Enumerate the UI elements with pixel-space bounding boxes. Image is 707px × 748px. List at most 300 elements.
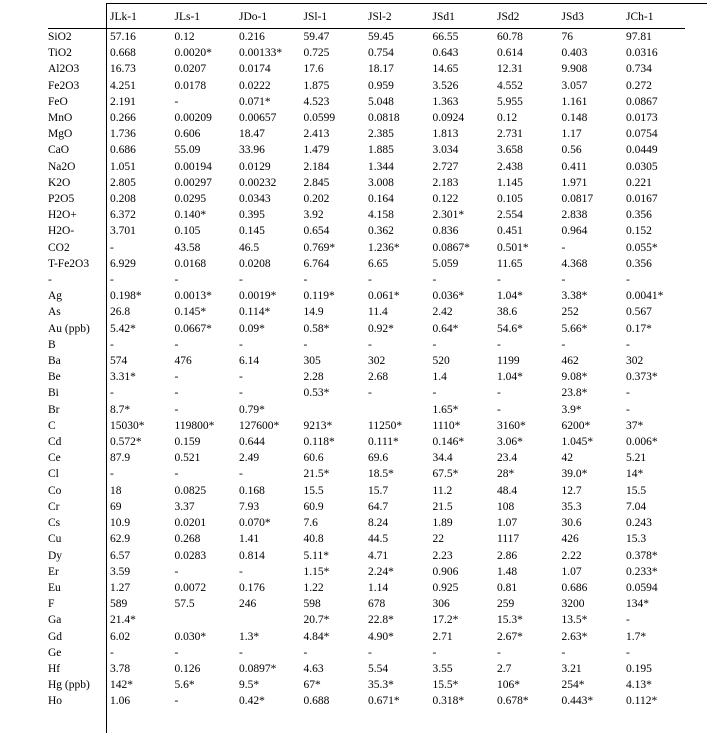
table-cell: 0.668 xyxy=(110,47,136,60)
table-cell: - xyxy=(174,274,179,287)
table-cell: 55.09 xyxy=(174,144,201,157)
table-row xyxy=(0,353,707,369)
column-header: JSd2 xyxy=(497,10,520,23)
table-cell: 0.145* xyxy=(174,306,207,319)
table-cell: 0.64* xyxy=(432,322,459,335)
table-cell: - xyxy=(174,468,179,481)
table-cell: - xyxy=(626,274,630,287)
table-cell: 5.21 xyxy=(626,452,647,465)
table-cell: 0.451 xyxy=(497,225,523,238)
table-cell: 1.045* xyxy=(561,436,594,449)
table-cell: 15.5* xyxy=(432,679,459,692)
table-cell: 0.105 xyxy=(497,193,523,206)
table-cell: 5.66* xyxy=(561,322,588,335)
table-cell: 0.12 xyxy=(174,31,195,43)
table-cell: 2.22 xyxy=(561,549,582,562)
row-label: Hf xyxy=(48,662,61,675)
table-cell: - xyxy=(432,338,437,351)
table-row xyxy=(0,629,707,645)
table-row xyxy=(0,677,707,693)
table-cell: 254* xyxy=(561,679,585,692)
row-label: Ge xyxy=(48,646,62,659)
table-cell: 0.0129 xyxy=(239,160,271,173)
table-cell: 4.13* xyxy=(626,679,652,692)
table-cell: 3.21 xyxy=(561,662,582,675)
table-row xyxy=(0,29,707,45)
table-cell: 1.813 xyxy=(432,128,459,141)
row-label: Al2O3 xyxy=(48,63,80,76)
table-row xyxy=(0,142,707,158)
table-row xyxy=(0,596,707,612)
table-cell: 305 xyxy=(303,355,321,368)
table-cell: 589 xyxy=(110,598,128,611)
table-cell: 0.159 xyxy=(174,436,201,449)
table-cell: 15.5 xyxy=(303,484,324,497)
table-cell: 0.0013* xyxy=(174,290,212,303)
table-cell: 4.90* xyxy=(368,630,394,643)
table-cell: 0.00194 xyxy=(174,160,212,173)
table-row xyxy=(0,256,707,272)
table-cell: - xyxy=(110,274,114,287)
table-cell: 0.0667* xyxy=(174,322,212,335)
table-cell: 0.221 xyxy=(626,176,652,189)
table-cell: 2.49 xyxy=(239,452,260,465)
table-cell: 1.363 xyxy=(432,95,459,108)
table-cell: 59.45 xyxy=(368,31,394,43)
table-cell: 106* xyxy=(497,679,520,692)
table-row xyxy=(0,61,707,77)
table-cell: 0.501* xyxy=(497,241,529,254)
row-label: Br xyxy=(48,403,60,416)
table-cell: - xyxy=(174,565,179,578)
table-cell: - xyxy=(432,387,437,400)
table-cell: 2.838 xyxy=(561,209,588,222)
table-cell: 3.31* xyxy=(110,371,136,384)
table-cell: 3.37 xyxy=(174,500,195,513)
table-cell: 21.5 xyxy=(432,500,453,513)
table-cell: 3.034 xyxy=(432,144,459,157)
table-cell: 0.53* xyxy=(303,387,330,400)
table-cell: 7.93 xyxy=(239,500,260,513)
table-cell: 67.5* xyxy=(432,468,459,481)
table-cell: 0.0174 xyxy=(239,63,271,76)
table-cell: - xyxy=(368,387,372,400)
table-cell: 0.111* xyxy=(368,436,399,449)
table-row xyxy=(0,385,707,401)
table-cell: 35.3 xyxy=(561,500,582,513)
table-cell: 302 xyxy=(626,355,644,368)
table-cell: - xyxy=(561,274,566,287)
table-cell: 12.31 xyxy=(497,63,523,76)
table-cell: 9.5* xyxy=(239,679,260,692)
row-label: Cu xyxy=(48,533,62,546)
table-cell: 1199 xyxy=(497,355,520,368)
table-cell: 15.3 xyxy=(626,533,647,546)
table-cell: 9.08* xyxy=(561,371,588,384)
table-cell: 0.443* xyxy=(561,695,594,708)
table-cell: 17.2* xyxy=(432,614,459,627)
table-cell: - xyxy=(174,338,179,351)
row-label: C xyxy=(48,419,56,432)
table-cell: 0.964 xyxy=(561,225,588,238)
table-cell: 4.84* xyxy=(303,630,330,643)
table-cell: 0.686 xyxy=(110,144,136,157)
table-cell: 0.521 xyxy=(174,452,201,465)
table-cell: 0.0897* xyxy=(239,662,277,675)
table-cell: 1.344 xyxy=(368,160,394,173)
table-cell: - xyxy=(497,646,501,659)
table-cell: 35.3* xyxy=(368,679,394,692)
table-row xyxy=(0,240,707,256)
table-cell: - xyxy=(239,468,243,481)
table-cell: 22.8* xyxy=(368,614,394,627)
table-cell: 0.105 xyxy=(174,225,201,238)
table-cell: 1.65* xyxy=(432,403,459,416)
table-cell: 1.236* xyxy=(368,241,400,254)
table-cell: 0.671* xyxy=(368,695,400,708)
table-cell: 18.5* xyxy=(368,468,394,481)
row-label: Cd xyxy=(48,436,62,449)
column-header: JLs-1 xyxy=(174,10,201,23)
table-cell: 0.79* xyxy=(239,403,265,416)
table-cell: 2.413 xyxy=(303,128,330,141)
row-label: CO2 xyxy=(48,241,70,254)
table-cell: 0.0173 xyxy=(626,112,658,125)
table-cell: 2.845 xyxy=(303,176,330,189)
table-cell: 2.28 xyxy=(303,371,324,384)
column-header: JSl-2 xyxy=(368,10,392,23)
table-cell: 462 xyxy=(561,355,579,368)
column-header: JCh-1 xyxy=(626,10,654,23)
table-cell: 3.59 xyxy=(110,565,131,578)
table-cell: 3.92 xyxy=(303,209,324,222)
table-cell: - xyxy=(303,646,308,659)
table-cell: 62.9 xyxy=(110,533,131,546)
row-label: F xyxy=(48,598,55,611)
table-cell: 5.955 xyxy=(497,95,523,108)
table-cell: 0.688 xyxy=(303,695,330,708)
table-cell: 57.5 xyxy=(174,598,195,611)
table-cell: - xyxy=(239,274,243,287)
table-cell: 142* xyxy=(110,679,133,692)
table-cell: - xyxy=(432,274,437,287)
table-cell: 9213* xyxy=(303,419,333,432)
row-label: As xyxy=(48,306,61,319)
table-row xyxy=(0,483,707,499)
table-row xyxy=(0,207,707,223)
table-cell: 0.395 xyxy=(239,209,265,222)
table-cell: 0.0201 xyxy=(174,517,207,530)
table-cell: 6.929 xyxy=(110,257,136,270)
table-cell: - xyxy=(432,646,437,659)
row-label: MgO xyxy=(48,128,73,141)
table-cell: 0.061* xyxy=(368,290,400,303)
table-cell: 1.161 xyxy=(561,95,588,108)
table-cell: - xyxy=(110,646,114,659)
table-row xyxy=(0,645,707,661)
table-cell: - xyxy=(110,241,114,254)
table-cell xyxy=(235,612,300,628)
column-header: JDo-1 xyxy=(239,10,268,23)
table-cell: 0.030* xyxy=(174,630,207,643)
table-row xyxy=(0,580,707,596)
table-cell: 0.152 xyxy=(626,225,652,238)
table-cell: - xyxy=(174,387,179,400)
row-label: Au (ppb) xyxy=(48,322,90,335)
table-row xyxy=(0,564,707,580)
row-label: Ho xyxy=(48,695,63,708)
table-cell: - xyxy=(110,338,114,351)
table-cell: 2.71 xyxy=(432,630,453,643)
table-cell: 119800* xyxy=(174,419,215,432)
table-cell: 5.048 xyxy=(368,95,394,108)
table-row xyxy=(0,337,707,353)
row-label: Hg (ppb) xyxy=(48,679,90,692)
table-row xyxy=(0,191,707,207)
table-cell: 0.140* xyxy=(174,209,207,222)
table-cell: 0.373* xyxy=(626,371,658,384)
table-cell: 0.56 xyxy=(561,144,582,157)
table-cell: 4.63 xyxy=(303,662,324,675)
table-cell: 0.42* xyxy=(239,695,265,708)
table-cell: 0.959 xyxy=(368,79,394,92)
table-cell: 15030* xyxy=(110,419,145,432)
table-cell: 0.00232 xyxy=(239,176,277,189)
table-row xyxy=(0,45,707,61)
table-cell: 0.071* xyxy=(239,95,271,108)
table-cell: 3200 xyxy=(561,598,585,611)
table-cell: 0.0295 xyxy=(174,193,207,206)
table-cell: 0.614 xyxy=(497,47,523,60)
table-cell: 2.7 xyxy=(497,662,512,675)
geochemical-reference-table xyxy=(0,4,707,710)
table-cell: 2.727 xyxy=(432,160,459,173)
table-cell: 108 xyxy=(497,500,515,513)
row-label: Dy xyxy=(48,549,63,562)
row-label: Er xyxy=(48,565,59,578)
table-cell: 0.122 xyxy=(432,193,459,206)
table-cell: 0.0594 xyxy=(626,581,658,594)
table-cell: 1.04* xyxy=(497,290,523,303)
table-cell: 1.27 xyxy=(110,581,131,594)
table-row xyxy=(0,450,707,466)
table-cell: 17.6 xyxy=(303,63,324,76)
table-cell: 42 xyxy=(561,452,573,465)
table-cell: 59.47 xyxy=(303,31,330,43)
table-row xyxy=(0,661,707,677)
table-cell: 57.16 xyxy=(110,31,136,43)
table-cell: 6200* xyxy=(561,419,591,432)
row-label: H2O+ xyxy=(48,209,77,222)
row-label: - xyxy=(48,274,52,287)
table-cell: 0.643 xyxy=(432,47,459,60)
table-row xyxy=(0,175,707,191)
table-cell: 4.552 xyxy=(497,79,523,92)
table-cell: - xyxy=(239,371,243,384)
table-cell: 0.362 xyxy=(368,225,394,238)
table-cell: 476 xyxy=(174,355,192,368)
table-cell: 0.0599 xyxy=(303,112,336,125)
table-cell: 18.17 xyxy=(368,63,394,76)
table-cell: - xyxy=(497,338,501,351)
table-cell: 3.526 xyxy=(432,79,459,92)
table-cell: 1.971 xyxy=(561,176,588,189)
table-cell: 4.251 xyxy=(110,79,136,92)
table-cell: 2.23 xyxy=(432,549,453,562)
table-cell: 1110* xyxy=(432,419,461,432)
table-cell: 0.216 xyxy=(239,31,265,43)
table-cell: 5.6* xyxy=(174,679,195,692)
table-cell xyxy=(171,612,236,628)
table-cell: 0.208 xyxy=(110,193,136,206)
table-cell: 0.268 xyxy=(174,533,201,546)
table-cell: 598 xyxy=(303,598,321,611)
table-cell: 0.12 xyxy=(497,112,518,125)
table-cell: 1.17 xyxy=(561,128,582,141)
table-cell: 0.0825 xyxy=(174,484,207,497)
row-label: B xyxy=(48,338,56,351)
row-label: Cr xyxy=(48,500,60,513)
table-cell: 0.567 xyxy=(626,306,652,319)
table-cell: 0.0817 xyxy=(561,193,594,206)
table-cell: 4.523 xyxy=(303,95,330,108)
table-cell: 1117 xyxy=(497,533,520,546)
table-cell: 0.411 xyxy=(561,160,587,173)
row-label: Fe2O3 xyxy=(48,79,80,92)
table-cell: 306 xyxy=(432,598,450,611)
table-cell: 3.78 xyxy=(110,662,131,675)
table-cell: - xyxy=(239,646,243,659)
table-cell: 127600* xyxy=(239,419,280,432)
row-label: Bi xyxy=(48,387,59,400)
table-cell: - xyxy=(626,403,630,416)
table-cell: 7.6 xyxy=(303,517,318,530)
table-cell: 1.15* xyxy=(303,565,330,578)
table-cell: 0.836 xyxy=(432,225,459,238)
table-cell: - xyxy=(497,274,501,287)
table-cell: 2.63* xyxy=(561,630,588,643)
table-cell: 76 xyxy=(561,31,573,43)
table-cell: 60.9 xyxy=(303,500,324,513)
table-cell: 1.4 xyxy=(432,371,447,384)
row-label: H2O- xyxy=(48,225,75,238)
table-cell: 0.145 xyxy=(239,225,265,238)
table-cell: 0.0449 xyxy=(626,144,658,157)
table-cell: 21.5* xyxy=(303,468,330,481)
table-cell: 2.805 xyxy=(110,176,136,189)
table-cell: 18.47 xyxy=(239,128,265,141)
table-row xyxy=(0,499,707,515)
table-cell: 0.164 xyxy=(368,193,394,206)
table-cell: 0.0207 xyxy=(174,63,207,76)
table-cell: 1.145 xyxy=(497,176,523,189)
table-cell: 64.7 xyxy=(368,500,389,513)
row-label: Cs xyxy=(48,517,61,530)
table-cell: 0.725 xyxy=(303,47,330,60)
row-label: SiO2 xyxy=(48,31,72,43)
table-cell: 678 xyxy=(368,598,386,611)
table-cell: 2.554 xyxy=(497,209,523,222)
table-cell: 54.6* xyxy=(497,322,523,335)
table-cell: 0.754 xyxy=(368,47,394,60)
table-cell: 2.301* xyxy=(432,209,465,222)
table-cell: 2.42 xyxy=(432,306,453,319)
table-cell: 0.0178 xyxy=(174,79,207,92)
table-cell: 1.7* xyxy=(626,630,647,643)
table-cell: 87.9 xyxy=(110,452,131,465)
table-cell: 0.0222 xyxy=(239,79,271,92)
table-body xyxy=(0,29,707,710)
table-cell: 1.48 xyxy=(497,565,518,578)
table-cell: 1.89 xyxy=(432,517,453,530)
table-cell: 3.658 xyxy=(497,144,523,157)
table-cell: 0.0343 xyxy=(239,193,271,206)
row-label: TiO2 xyxy=(48,47,72,60)
table-cell: 37* xyxy=(626,419,644,432)
table-cell: 0.0867* xyxy=(432,241,470,254)
table-cell: 3.06* xyxy=(497,436,523,449)
table-row xyxy=(0,288,707,304)
table-cell: 21.4* xyxy=(110,614,136,627)
row-label: Ba xyxy=(48,355,61,368)
table-cell: 40.8 xyxy=(303,533,324,546)
table-row xyxy=(0,159,707,175)
table-cell: 252 xyxy=(561,306,579,319)
table-row xyxy=(0,304,707,320)
table-cell: - xyxy=(626,387,630,400)
table-cell: 0.195 xyxy=(626,662,652,675)
table-cell: 14* xyxy=(626,468,644,481)
table-row xyxy=(0,402,707,418)
table-cell: 1.051 xyxy=(110,160,136,173)
table-cell: 0.0283 xyxy=(174,549,207,562)
table-cell: 4.158 xyxy=(368,209,394,222)
table-cell: 0.734 xyxy=(626,63,652,76)
table-cell: 14.9 xyxy=(303,306,324,319)
table-cell: 1.14 xyxy=(368,581,389,594)
table-cell: - xyxy=(368,274,372,287)
table-cell: 8.7* xyxy=(110,403,131,416)
column-header: JSd1 xyxy=(432,10,455,23)
table-cell: 0.0208 xyxy=(239,257,271,270)
table-cell: 0.148 xyxy=(561,112,588,125)
table-cell: 2.191 xyxy=(110,95,136,108)
table-cell: - xyxy=(174,646,179,659)
table-cell: 0.272 xyxy=(626,79,652,92)
table-cell: 0.00297 xyxy=(174,176,212,189)
table-cell: 18 xyxy=(110,484,122,497)
table-cell: 0.0924 xyxy=(432,112,465,125)
table-cell: 2.67* xyxy=(497,630,523,643)
table-cell: 48.4 xyxy=(497,484,518,497)
table-cell: 1.07 xyxy=(561,565,582,578)
table-cell: 20.7* xyxy=(303,614,330,627)
table-cell: - xyxy=(239,565,243,578)
table-cell: - xyxy=(561,241,566,254)
table-cell: 5.54 xyxy=(368,662,389,675)
table-cell: 0.654 xyxy=(303,225,330,238)
column-header: JLk-1 xyxy=(110,10,137,23)
table-cell: 3160* xyxy=(497,419,526,432)
table-row xyxy=(0,466,707,482)
table-cell: 46.5 xyxy=(239,241,260,254)
table-cell: 574 xyxy=(110,355,128,368)
table-cell: 5.059 xyxy=(432,257,459,270)
table-row xyxy=(0,434,707,450)
table-cell: 0.0168 xyxy=(174,257,207,270)
table-cell: - xyxy=(174,403,179,416)
table-cell: 5.42* xyxy=(110,322,136,335)
